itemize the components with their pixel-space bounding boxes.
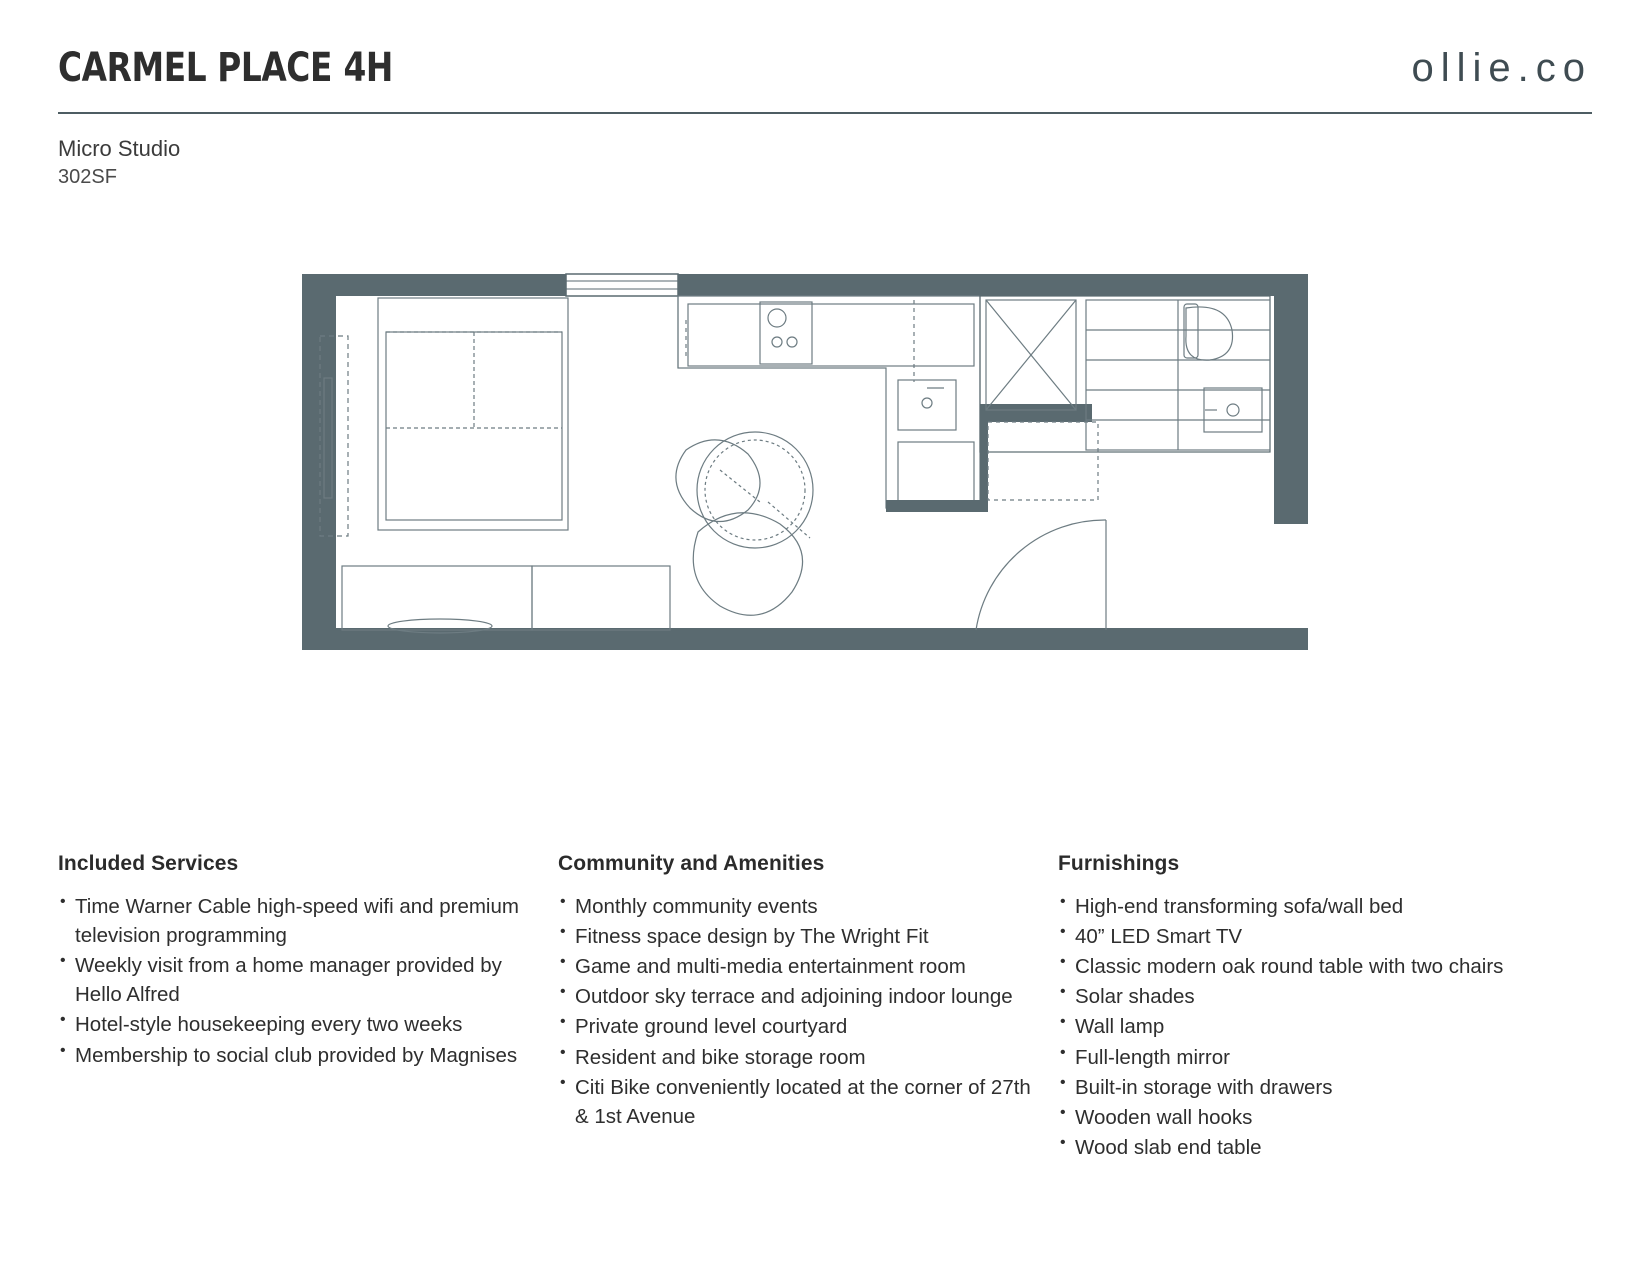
list-item: • Resident and bike storage room bbox=[558, 1043, 1045, 1072]
list-item: • Wooden wall hooks bbox=[1058, 1103, 1545, 1132]
included-services-list bbox=[58, 892, 558, 1070]
brand-logo: ollie.co bbox=[1411, 46, 1592, 90]
list-item: • Solar shades bbox=[1058, 982, 1545, 1011]
unit-area: 302SF bbox=[58, 165, 117, 188]
column-community-amenities bbox=[558, 852, 1058, 1163]
list-item: • Citi Bike conveniently located at the corner of 27th & 1st Avenue bbox=[558, 1073, 1045, 1131]
list-item: • Wood slab end table bbox=[1058, 1133, 1545, 1162]
unit-type: Micro Studio bbox=[58, 136, 181, 161]
list-item: • High-end transforming sofa/wall bed bbox=[1058, 892, 1545, 921]
list-item: • Outdoor sky terrace and adjoining indoor lounge bbox=[558, 982, 1045, 1011]
list-item: • Time Warner Cable high-speed wifi and premium television programming bbox=[58, 892, 545, 950]
list-item: • 40” LED Smart TV bbox=[1058, 922, 1545, 951]
unit-subtitle bbox=[58, 134, 180, 191]
info-columns bbox=[58, 852, 1592, 1163]
page-title bbox=[58, 45, 393, 91]
plan-fixtures bbox=[320, 296, 1270, 633]
floor-plan bbox=[300, 270, 1310, 660]
list-item: • Built-in storage with drawers bbox=[1058, 1073, 1545, 1102]
list-item: • Game and multi-media entertainment room bbox=[558, 952, 1045, 981]
list-item: • Classic modern oak round table with two chairs bbox=[1058, 952, 1545, 981]
column-heading: Included Services bbox=[58, 852, 239, 875]
list-item: • Membership to social club provided by Magnises bbox=[58, 1041, 545, 1070]
column-included-services bbox=[58, 852, 558, 1163]
column-heading: Furnishings bbox=[1058, 852, 1180, 875]
community-amenities-list bbox=[558, 892, 1058, 1131]
title-unit: 4H bbox=[343, 45, 393, 91]
list-item: • Monthly community events bbox=[558, 892, 1045, 921]
title-building: CARMEL PLACE bbox=[58, 45, 332, 91]
list-item: • Private ground level courtyard bbox=[558, 1012, 1045, 1041]
column-heading: Community and Amenities bbox=[558, 852, 825, 875]
furnishings-list bbox=[1058, 892, 1558, 1162]
header-divider bbox=[58, 112, 1592, 114]
list-item: • Weekly visit from a home manager provided by Hello Alfred bbox=[58, 951, 545, 1009]
list-item: • Hotel-style housekeeping every two weeks bbox=[58, 1010, 545, 1039]
list-item: • Full-length mirror bbox=[1058, 1043, 1545, 1072]
column-furnishings bbox=[1058, 852, 1558, 1163]
document-header bbox=[58, 45, 1592, 91]
list-item: • Fitness space design by The Wright Fit bbox=[558, 922, 1045, 951]
list-item: • Wall lamp bbox=[1058, 1012, 1545, 1041]
